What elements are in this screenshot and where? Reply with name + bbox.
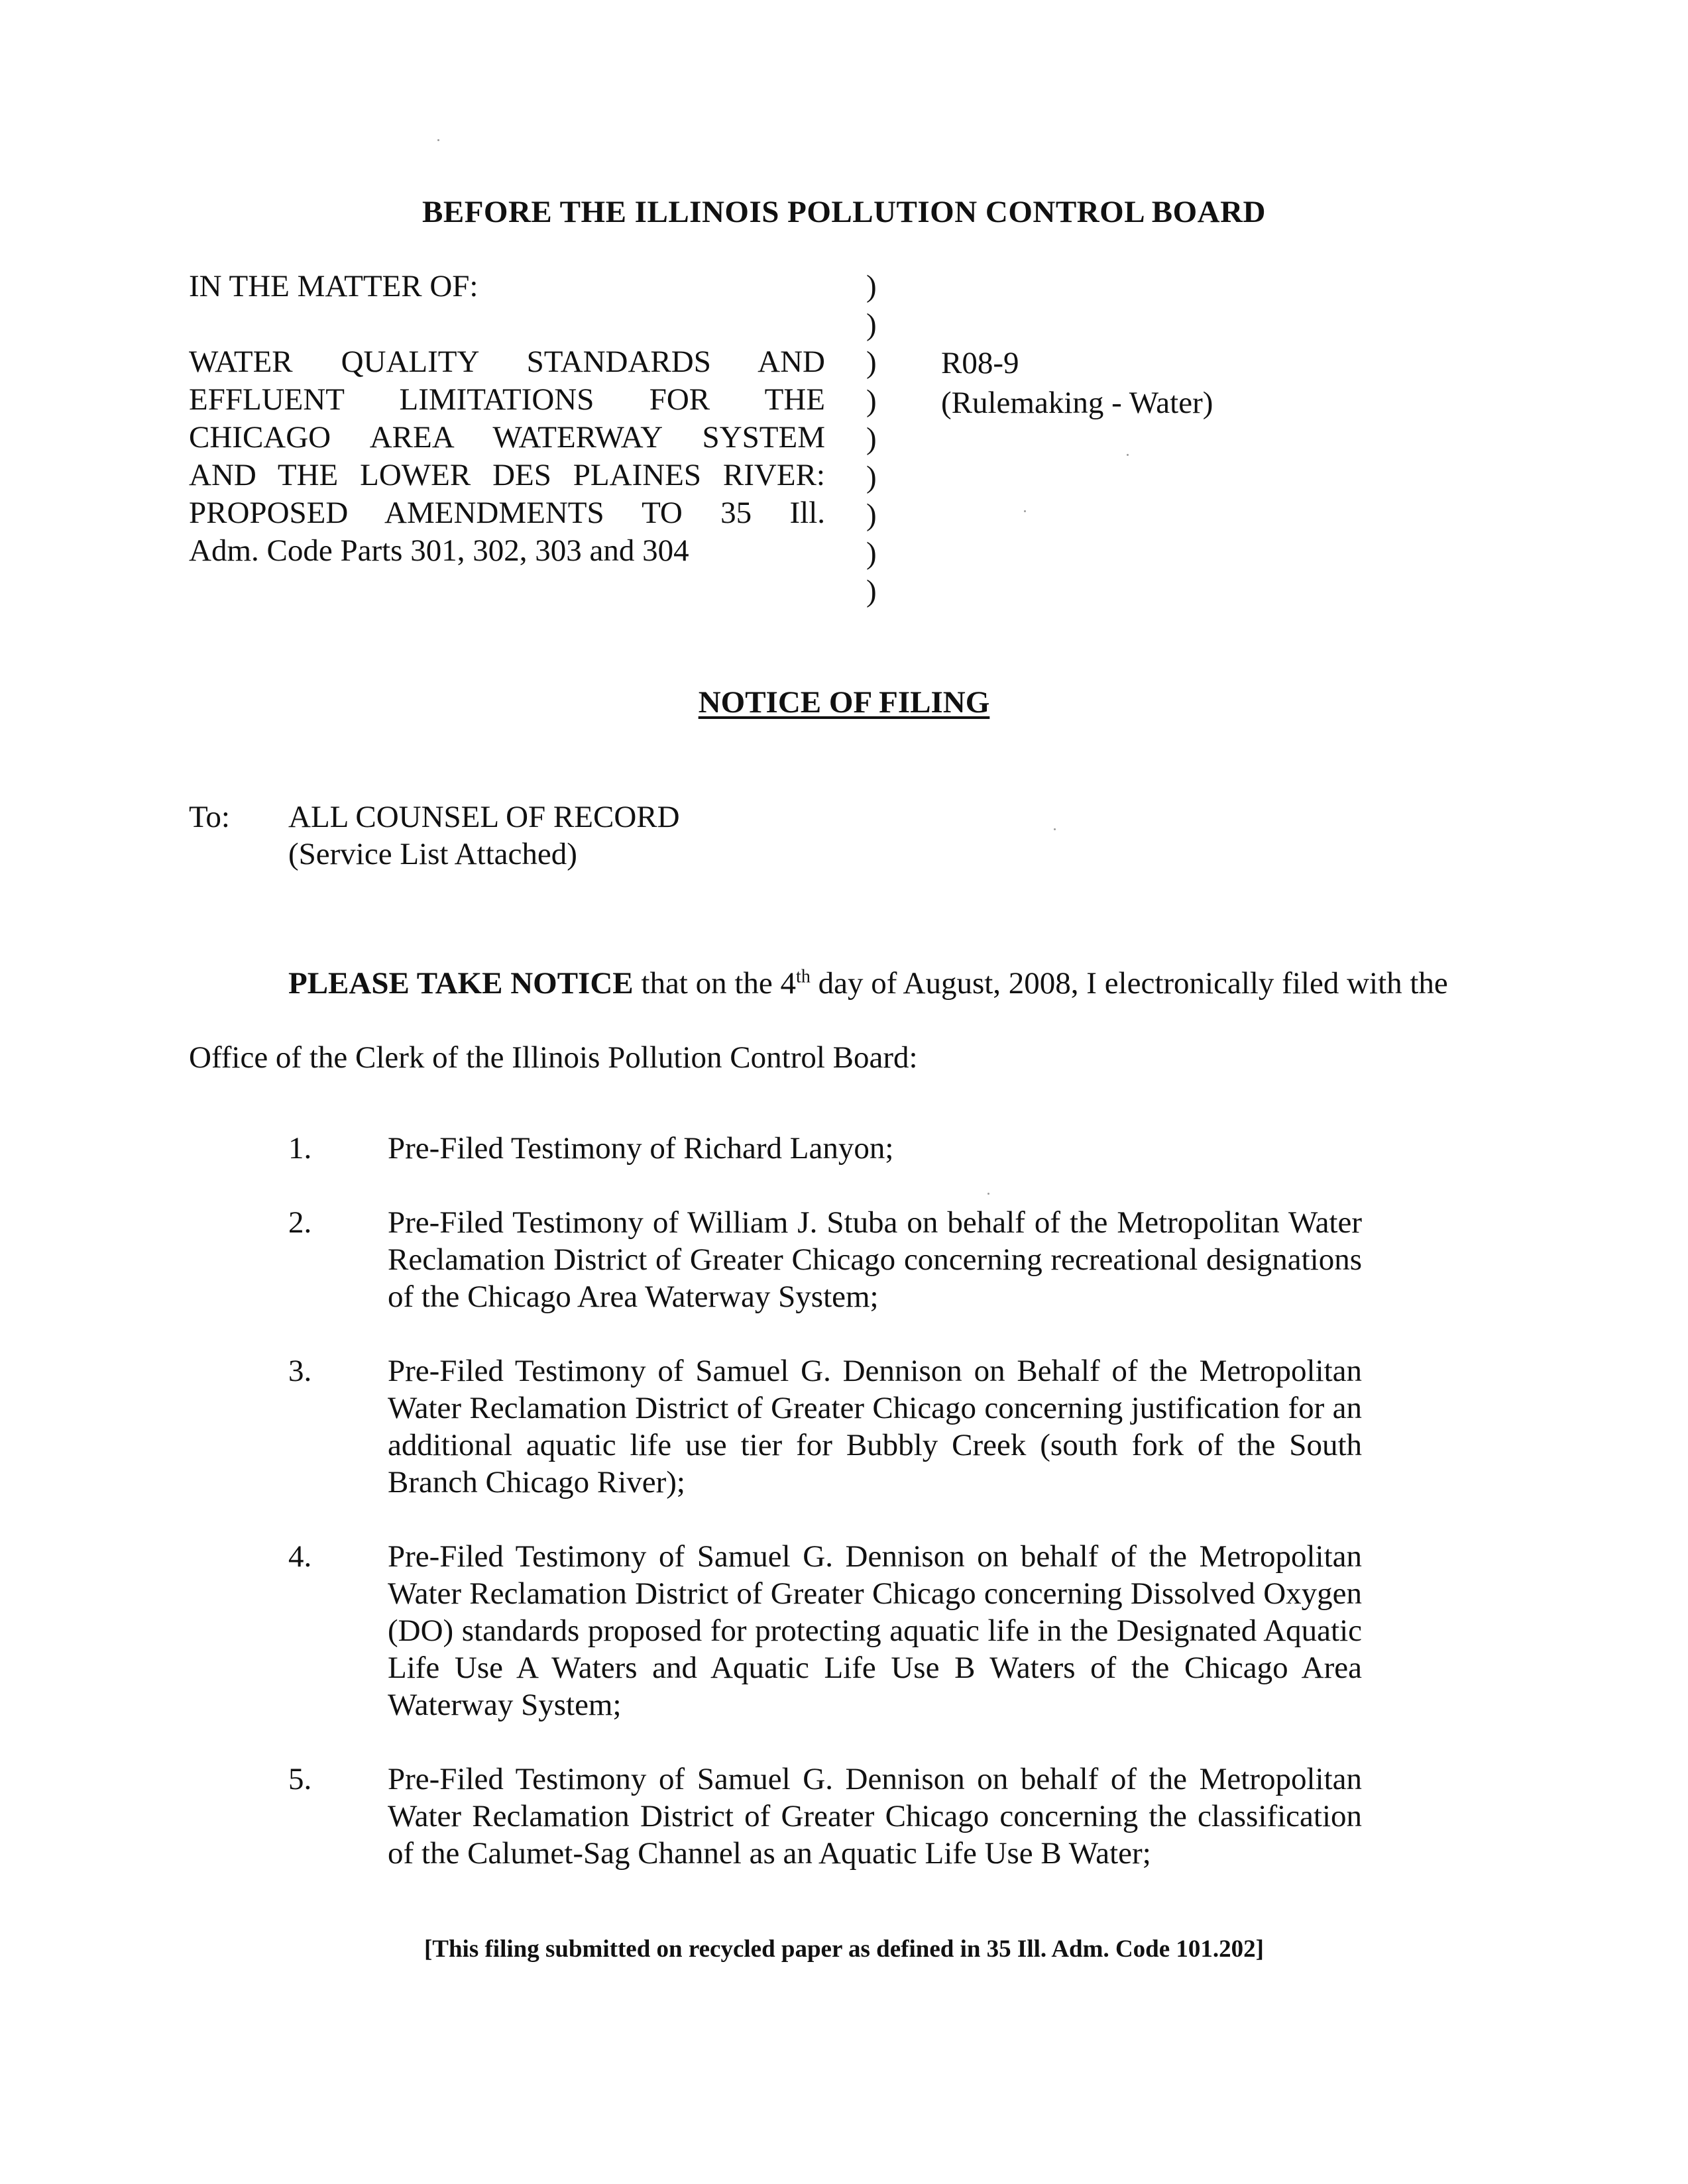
list-item-text: Pre-Filed Testimony of Samuel G. Dennison on behalf of the Metropolitan Water Reclamation District of Greater Chicago concerning Dissolved Oxygen (DO) standards proposed for protecting aquatic life in the Designated Aquatic Life Use A Waters and Aquatic Life Use B Waters of the Chicago Area Waterway System; <box>388 1539 1362 1722</box>
notice-title: NOTICE OF FILING <box>698 685 990 720</box>
list-item-number: 5. <box>288 1762 312 1796</box>
list-item <box>288 1761 1362 1872</box>
recycled-paper-footer: [This filing submitted on recycled paper as defined in 35 Ill. Adm. Code 101.202] <box>423 1936 1264 1963</box>
caption-line: WATER QUALITY STANDARDS AND <box>189 345 825 379</box>
notice-lead-sup: th <box>796 966 811 987</box>
case-number: R08-9 <box>941 346 1019 380</box>
list-item <box>288 1130 1362 1167</box>
board-heading: BEFORE THE ILLINOIS POLLUTION CONTROL BOARD <box>422 195 1266 229</box>
list-item <box>288 1204 1362 1315</box>
case-type: (Rulemaking - Water) <box>941 386 1213 420</box>
filing-list <box>288 1130 1362 1909</box>
scan-speck <box>1024 510 1026 512</box>
paren: ) <box>866 345 877 380</box>
paren: ) <box>866 535 877 571</box>
scan-speck <box>987 1193 989 1195</box>
to-recipient-block <box>288 798 680 873</box>
to-note: (Service List Attached) <box>288 837 577 871</box>
list-item-text: Pre-Filed Testimony of Samuel G. Dennison on Behalf of the Metropolitan Water Reclamation District of Greater Chicago concerning justification for an additional aquatic life use tier for Bubbly Creek (south fork of the South Branch Chicago River); <box>388 1354 1362 1500</box>
list-item-text: Pre-Filed Testimony of Richard Lanyon; <box>388 1131 894 1166</box>
scan-speck <box>437 139 439 141</box>
scan-speck <box>1054 828 1056 830</box>
matter-label: IN THE MATTER OF: <box>189 269 478 303</box>
to-label: To: <box>189 800 230 834</box>
caption-line: Adm. Code Parts 301, 302, 303 and 304 <box>189 533 689 568</box>
paren: ) <box>866 421 877 456</box>
list-item-number: 2. <box>288 1205 312 1240</box>
notice-lead-after: day of August, 2008, I electronically filed with the Office of the Clerk of the Illinois Pollution Control Board: <box>189 966 1448 1075</box>
scan-speck <box>1127 454 1129 456</box>
caption-parens <box>866 268 877 611</box>
paren: ) <box>866 383 877 418</box>
list-item <box>288 1538 1362 1723</box>
paren: ) <box>866 574 877 608</box>
paren: ) <box>866 269 877 303</box>
paren: ) <box>866 459 877 494</box>
list-item-text: Pre-Filed Testimony of Samuel G. Dennison on behalf of the Metropolitan Water Reclamation District of Greater Chicago concerning the classification of the Calumet-Sag Channel as an Aquatic Life Use B Water; <box>388 1762 1362 1871</box>
case-info <box>941 343 1213 423</box>
list-item-number: 4. <box>288 1539 312 1574</box>
notice-lead-before: that on the 4 <box>641 966 797 1001</box>
caption-line: AND THE LOWER DES PLAINES RIVER: <box>189 458 825 492</box>
list-item-text: Pre-Filed Testimony of William J. Stuba on behalf of the Metropolitan Water Reclamation District of Greater Chicago concerning recreational designations of the Chicago Area Waterway System; <box>388 1205 1362 1314</box>
list-item-number: 3. <box>288 1354 312 1388</box>
to-recipient: ALL COUNSEL OF RECORD <box>288 800 680 834</box>
paren: ) <box>866 307 877 342</box>
caption-line: PROPOSED AMENDMENTS TO 35 Ill. <box>189 496 825 530</box>
case-caption <box>189 268 825 570</box>
caption-line: EFFLUENT LIMITATIONS FOR THE <box>189 382 825 417</box>
notice-paragraph <box>189 946 1468 1095</box>
paren: ) <box>866 498 877 532</box>
notice-lead-bold: PLEASE TAKE NOTICE <box>288 966 634 1001</box>
caption-line: CHICAGO AREA WATERWAY SYSTEM <box>189 420 825 455</box>
list-item-number: 1. <box>288 1131 312 1166</box>
list-item <box>288 1352 1362 1501</box>
